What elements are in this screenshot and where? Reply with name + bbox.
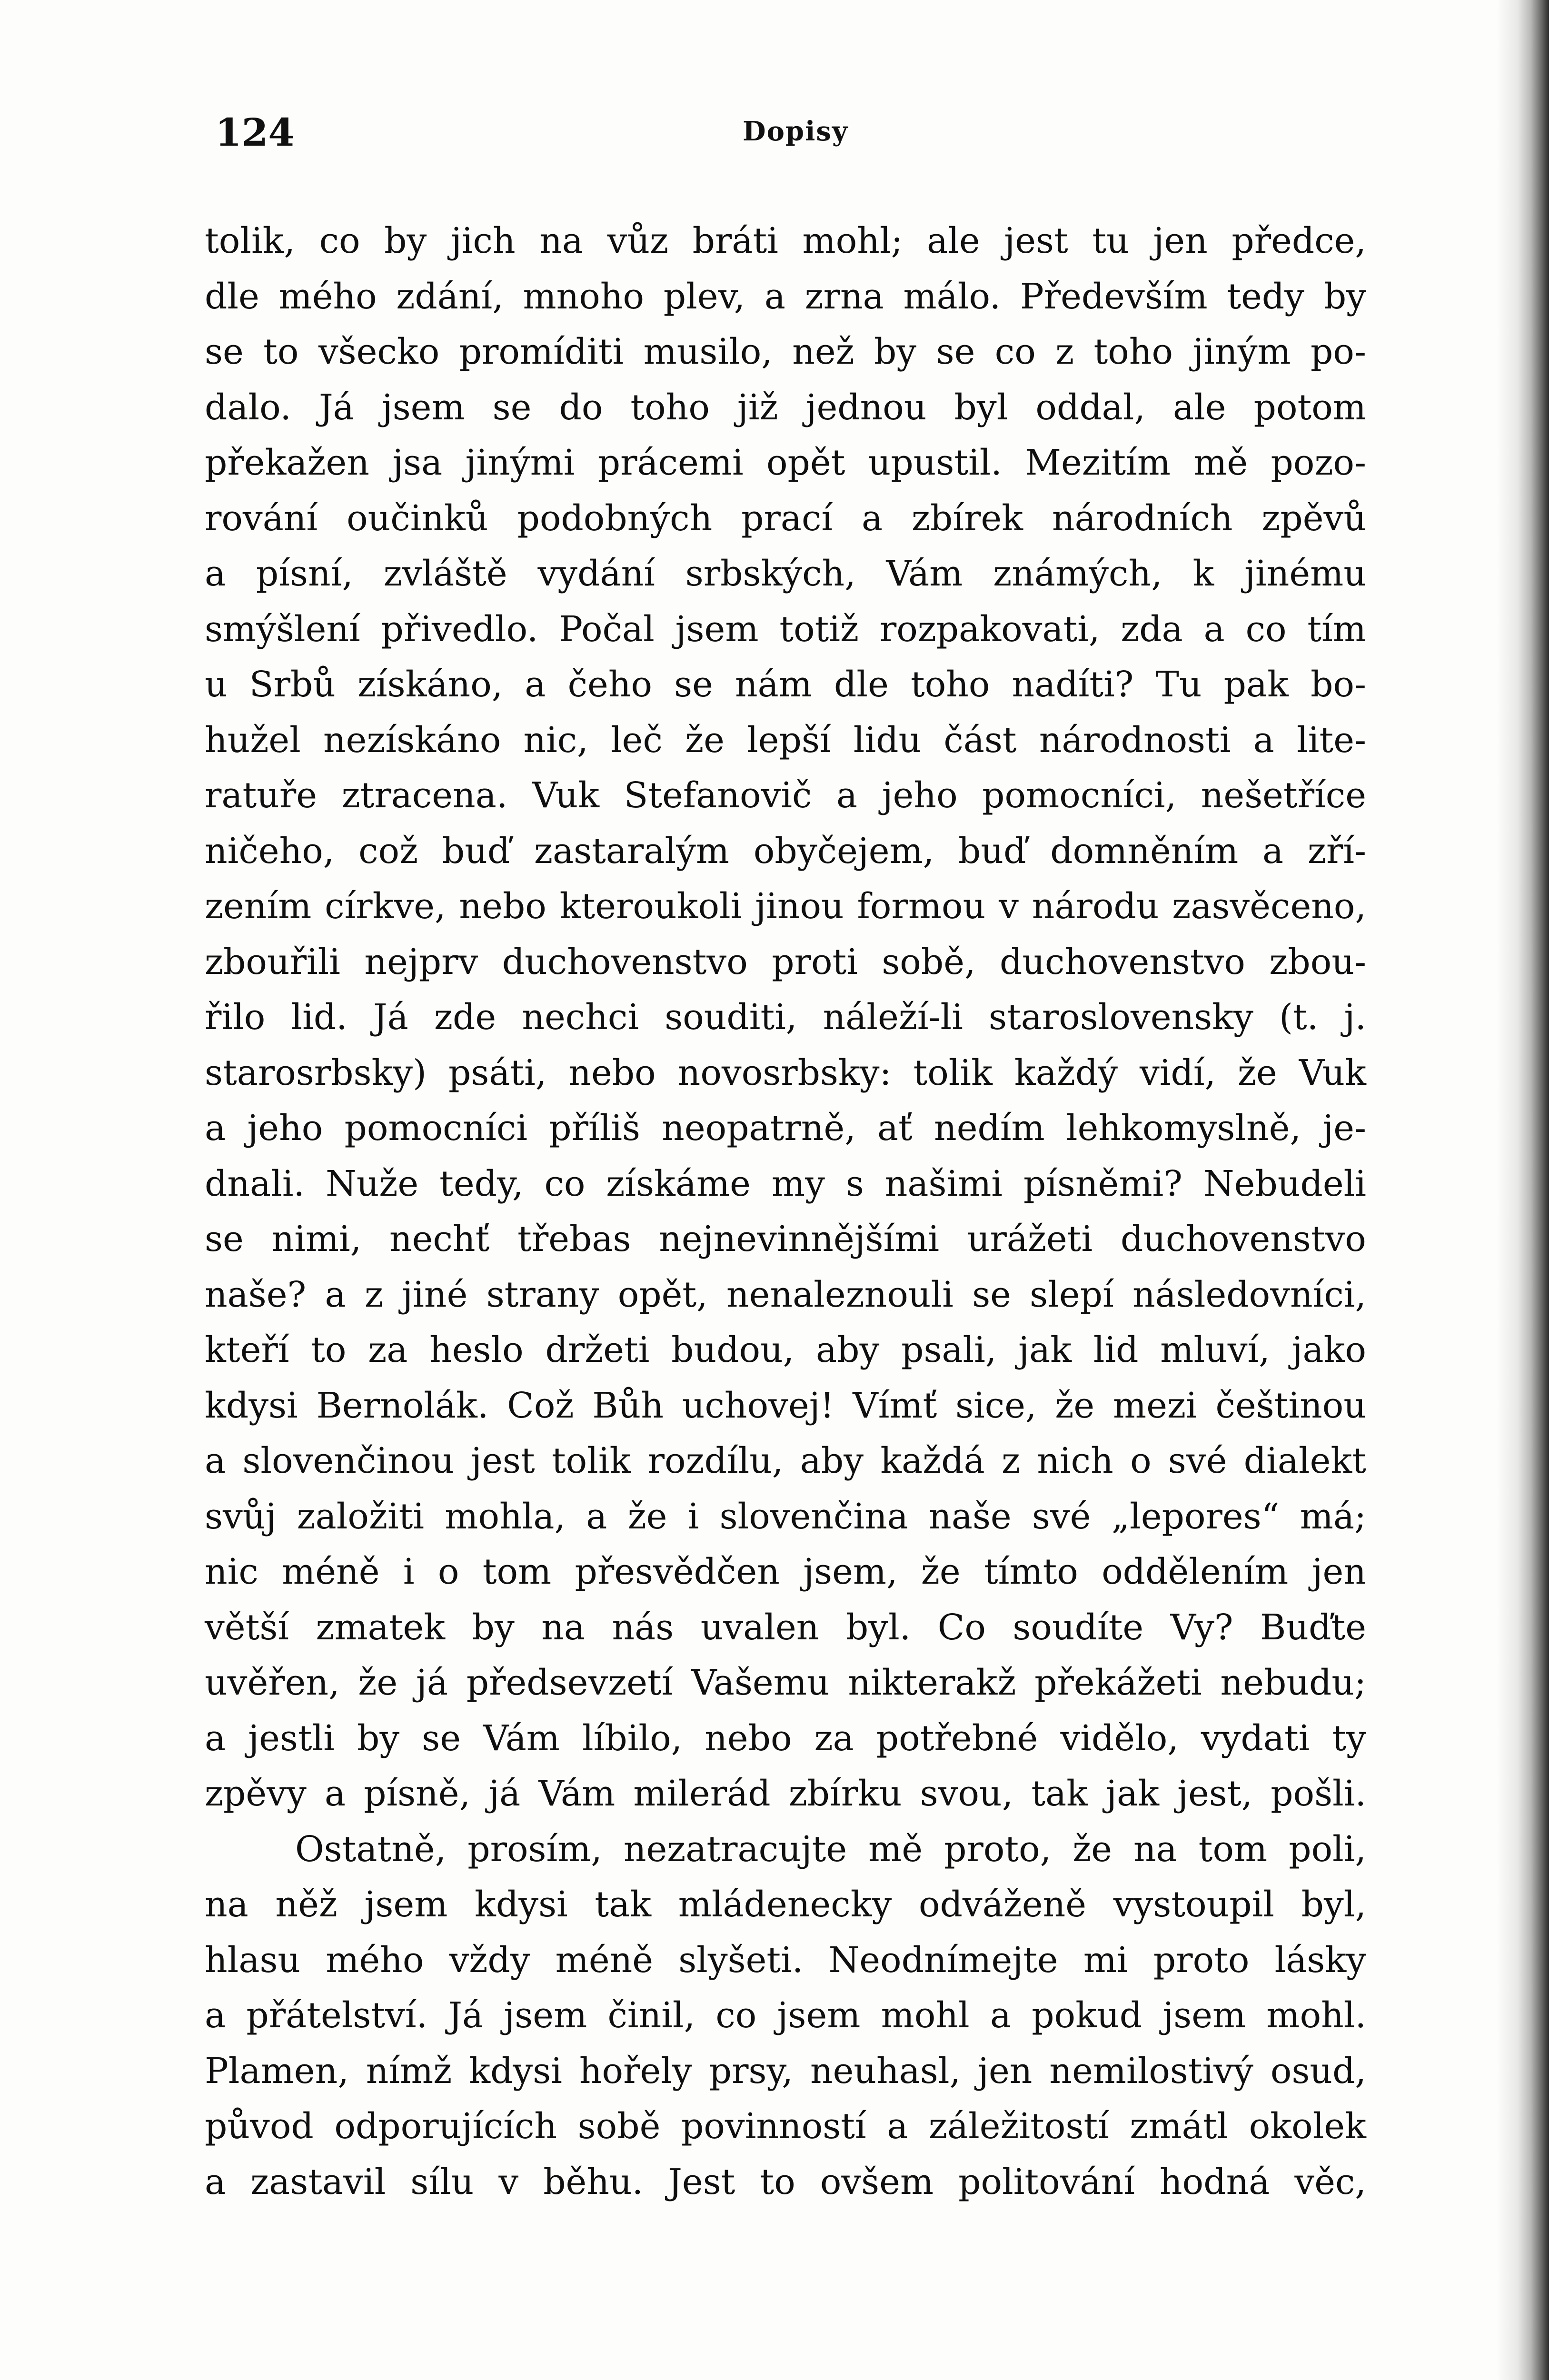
text-line: původ odporujících sobě povinností a záležitostí zmátl okolek — [205, 2106, 1366, 2147]
text-line: uvěřen, že já předsevzetí Vašemu nikterakž překážeti nebudu; — [205, 1662, 1366, 1703]
running-head: Dopisy — [743, 116, 849, 147]
text-line: u Srbů získáno, a čeho se nám dle toho nadíti? Tu pak bo- — [205, 664, 1366, 705]
text-line: zbouřili nejprv duchovenstvo proti sobě, duchovenstvo zbou- — [205, 941, 1366, 982]
text-line: překažen jsa jinými prácemi opět upustil. Mezitím mě pozo- — [205, 442, 1366, 483]
text-line: dnali. Nuže tedy, co získáme my s našimi písněmi? Nebudeli — [205, 1163, 1366, 1204]
text-line: a jeho pomocníci příliš neopatrně, ať nedím lehkomyslně, je- — [205, 1108, 1366, 1149]
text-line: naše? a z jiné strany opět, nenaleznouli se slepí následovníci, — [205, 1274, 1366, 1315]
text-line: dalo. Já jsem se do toho již jednou byl oddal, ale potom — [205, 387, 1366, 428]
text-line: Plamen, nímž kdysi hořely prsy, neuhasl, jen nemilostivý osud, — [205, 2050, 1366, 2092]
text-line: hlasu mého vždy méně slyšeti. Neodnímejte mi proto lásky — [205, 1939, 1366, 1981]
text-line: svůj založiti mohla, a že i slovenčina naše své „lepores“ má; — [205, 1496, 1366, 1537]
text-line: se to všecko promíditi musilo, než by se co z toho jiným po- — [205, 331, 1366, 372]
text-line: hužel nezískáno nic, leč že lepší lidu část národnosti a lite- — [205, 719, 1366, 761]
text-line: řilo lid. Já zde nechci souditi, náleží-li staroslovensky (t. j. — [205, 997, 1366, 1038]
text-line: smýšlení přivedlo. Počal jsem totiž rozpakovati, zda a co tím — [205, 608, 1366, 650]
text-line: a písní, zvláště vydání srbských, Vám známých, k jinému — [205, 553, 1366, 594]
text-line: dle mého zdání, mnoho plev, a zrna málo. Především tedy by — [205, 276, 1366, 317]
text-line: a přátelství. Já jsem činil, co jsem mohl a pokud jsem mohl. — [205, 1995, 1366, 2036]
text-line: na něž jsem kdysi tak mládenecky odváženě vystoupil byl, — [205, 1884, 1366, 1925]
text-line: se nimi, nechť třebas nejnevinnějšími urážeti duchovenstvo — [205, 1219, 1366, 1259]
page-edge-shadow — [1497, 0, 1549, 2380]
text-line: zpěvy a písně, já Vám milerád zbírku svou, tak jak jest, pošli. — [205, 1773, 1366, 1814]
text-line: a jestli by se Vám líbilo, nebo za potřebné vidělo, vydati ty — [205, 1717, 1366, 1759]
text-line: kdysi Bernolák. Což Bůh uchovej! Vímť sice, že mezi češtinou — [205, 1385, 1366, 1426]
text-line: starosrbsky) psáti, nebo novosrbsky: tolik každý vidí, že Vuk — [205, 1052, 1366, 1093]
text-line: kteří to za heslo držeti budou, aby psali, jak lid mluví, jako — [205, 1329, 1366, 1370]
text-line: a zastavil sílu v běhu. Jest to ovšem politování hodná věc, — [205, 2161, 1366, 2202]
text-line: a slovenčinou jest tolik rozdílu, aby každá z nich o své dialekt — [205, 1440, 1366, 1481]
text-line: zením církve, nebo kteroukoli jinou formou v národu zasvěceno, — [205, 886, 1366, 927]
text-line: nic méně i o tom přesvědčen jsem, že tímto oddělením jen — [205, 1551, 1366, 1592]
body-text — [205, 213, 1366, 2210]
text-line: větší zmatek by na nás uvalen byl. Co soudíte Vy? Buďte — [205, 1606, 1366, 1648]
text-line: ničeho, což buď zastaralým obyčejem, buď domněním a zří- — [205, 830, 1366, 872]
text-line-paragraph-start: Ostatně, prosím, nezatracujte mě proto, že na tom poli, — [295, 1828, 1366, 1870]
text-line: rování oučinků podobných prací a zbírek národních zpěvů — [205, 497, 1366, 539]
text-line: tolik, co by jich na vůz bráti mohl; ale jest tu jen předce, — [205, 220, 1366, 261]
page-number: 124 — [215, 110, 295, 155]
text-line: ratuře ztracena. Vuk Stefanovič a jeho pomocníci, nešetříce — [205, 775, 1366, 816]
